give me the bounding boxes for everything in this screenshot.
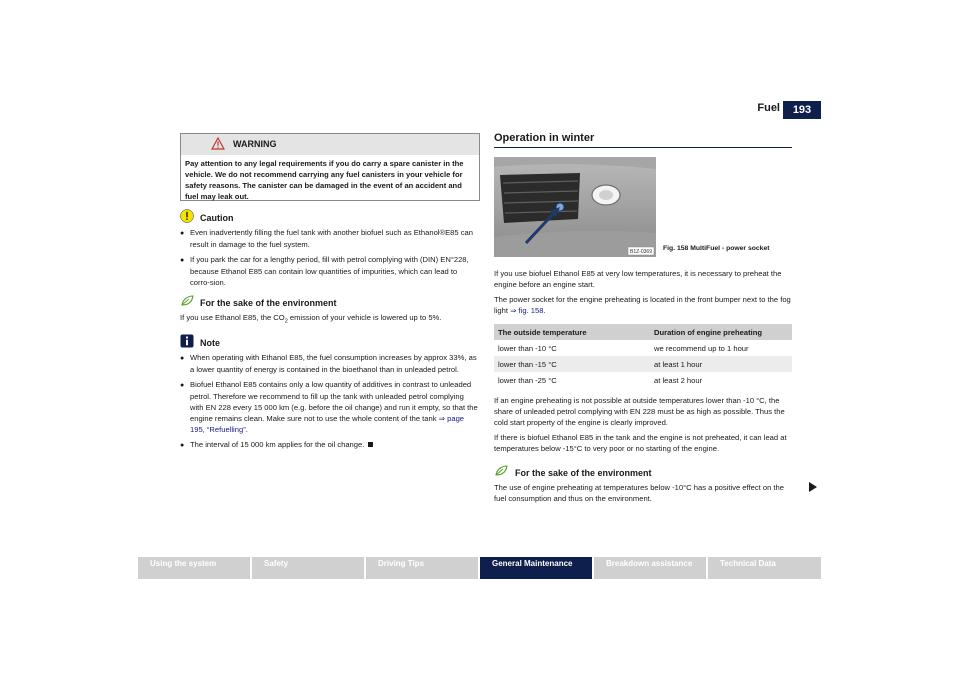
note-bullet-3 [180, 439, 478, 451]
footer-tab-general-maintenance[interactable]: General Maintenance [480, 557, 592, 579]
warning-box [180, 133, 480, 201]
environment-heading: For the sake of the environment [200, 298, 337, 308]
figure-code: B1Z-0369 [630, 249, 652, 255]
caution-icon [180, 209, 194, 223]
environment-text-part: emission of your vehicle is lowered up to 5%. [287, 313, 442, 322]
winter-paragraph-3: If an engine preheating is not possible at outside temperatures lower than -10 °C, the share of unleaded petrol complying with EN 228 must be as high as possible. Thus the cold start property of the engine is clearly improved. [494, 396, 785, 427]
table-row [494, 356, 792, 372]
preheating-table [494, 324, 792, 388]
note-bullet-2-text: Biofuel Ethanol E85 contains only a low quantity of additives in contrast to unleaded petrol. Therefore we recommend to fill up the tank with unleaded petrol complying with EN 228 every 15 000 km (e.g. before the oil change) and run it empty, so that the engine remains clean. Make sure not to use the whole content of the tank [190, 380, 478, 423]
end-of-section-mark [368, 442, 373, 447]
footer-tab-safety[interactable]: Safety [252, 557, 364, 579]
caution-heading: Caution [200, 213, 234, 223]
caution-bullet-2: ● If you park the car for a lengthy period, fill with petrol complying with (DIN) EN°228, because Ethanol E85 can contain low quantities of impurities, which can lead to corro-sion. [180, 254, 478, 288]
winter-environment-text: The use of engine preheating at temperatures below -10°C has a positive effect on the fuel consumption and thus on the environment. [494, 483, 784, 503]
note-bullet-2 [180, 379, 478, 435]
warning-label: WARNING [233, 139, 277, 149]
section-title: Operation in winter [494, 132, 595, 144]
winter-paragraph-1: If you use biofuel Ethanol E85 at very low temperatures, it is necessary to preheat the engine before an engine start. [494, 269, 782, 289]
table-cell: at least 2 hour [650, 372, 792, 388]
footer-tab-breakdown-assistance[interactable]: Breakdown assistance [594, 557, 706, 579]
note-heading: Note [200, 338, 220, 348]
fig-158-link[interactable]: ⇒ fig. 158 [510, 306, 544, 315]
footer-tab-driving-tips[interactable]: Driving Tips [366, 557, 478, 579]
next-page-arrow-icon[interactable] [808, 481, 818, 493]
figure-caption: Fig. 158 MultiFuel - power socket [663, 245, 770, 252]
winter-intro [494, 268, 792, 320]
warning-text: Pay attention to any legal requirements if you do carry a spare canister in the vehicle. We do not recommend carrying any fuel canisters in your vehicle for safety reasons. The canister can be damaged in the event of an accident and fuel may leak out. [185, 159, 464, 201]
note-bullet-1: ● When operating with Ethanol E85, the fuel consumption increases by approx 33%, as a lower quantity of energy is contained in the bioethanol than in unleaded petrol. [180, 352, 478, 375]
table-header-cell: Duration of engine preheating [650, 324, 792, 340]
table-header-cell: The outside temperature [494, 324, 650, 340]
footer-tab-technical-data[interactable]: Technical Data [708, 557, 821, 579]
footer-tab-using-the-system[interactable]: Using the system [138, 557, 250, 579]
refuelling-page-link[interactable]: ⇒ page 195, “Refuelling”. [190, 414, 465, 434]
table-cell: we recommend up to 1 hour [650, 340, 792, 356]
winter-environment-heading: For the sake of the environment [515, 468, 652, 478]
page-number: 193 [783, 101, 821, 119]
table-row [494, 372, 792, 388]
environment-text [180, 312, 478, 328]
winter-paragraph-2-text: The power socket for the engine preheating is located in the front bumper next to the fog light [494, 295, 791, 315]
caution-body [180, 227, 478, 292]
note-info-icon [180, 334, 194, 348]
table-header-row [494, 324, 792, 340]
note-bullet-3-text: The interval of 15 000 km applies for the oil change. [190, 440, 365, 449]
environment-leaf-icon [180, 294, 195, 307]
table-cell: lower than -25 °C [494, 372, 650, 388]
environment-leaf-icon [494, 464, 509, 477]
table-cell: lower than -10 °C [494, 340, 650, 356]
note-body [180, 352, 478, 455]
environment-text-part: If you use Ethanol E85, the CO [180, 313, 285, 322]
warning-header [181, 134, 479, 155]
section-divider [494, 147, 792, 148]
winter-paragraph-4: If there is biofuel Ethanol E85 in the tank and the engine is not preheated, it can lead at temperatures below -15°C to very poor or no starting of the engine. [494, 433, 787, 453]
table-cell: lower than -15 °C [494, 356, 650, 372]
caution-bullet-1: ● Even inadvertently filling the fuel tank with another biofuel such as Ethanol®E85 can result in damage to the fuel system. [180, 227, 478, 250]
multifuel-power-socket-figure [494, 157, 656, 257]
winter-body [494, 395, 792, 458]
table-cell: at least 1 hour [650, 356, 792, 372]
winter-paragraph-2: The power socket for the engine preheating is located in the front bumper next to the fog light ⇒ fig. 158. [494, 295, 791, 315]
warning-triangle-icon [211, 137, 225, 150]
page-header-title: Fuel [757, 102, 780, 114]
table-row [494, 340, 792, 356]
co2-subscript: 2 [284, 318, 288, 325]
